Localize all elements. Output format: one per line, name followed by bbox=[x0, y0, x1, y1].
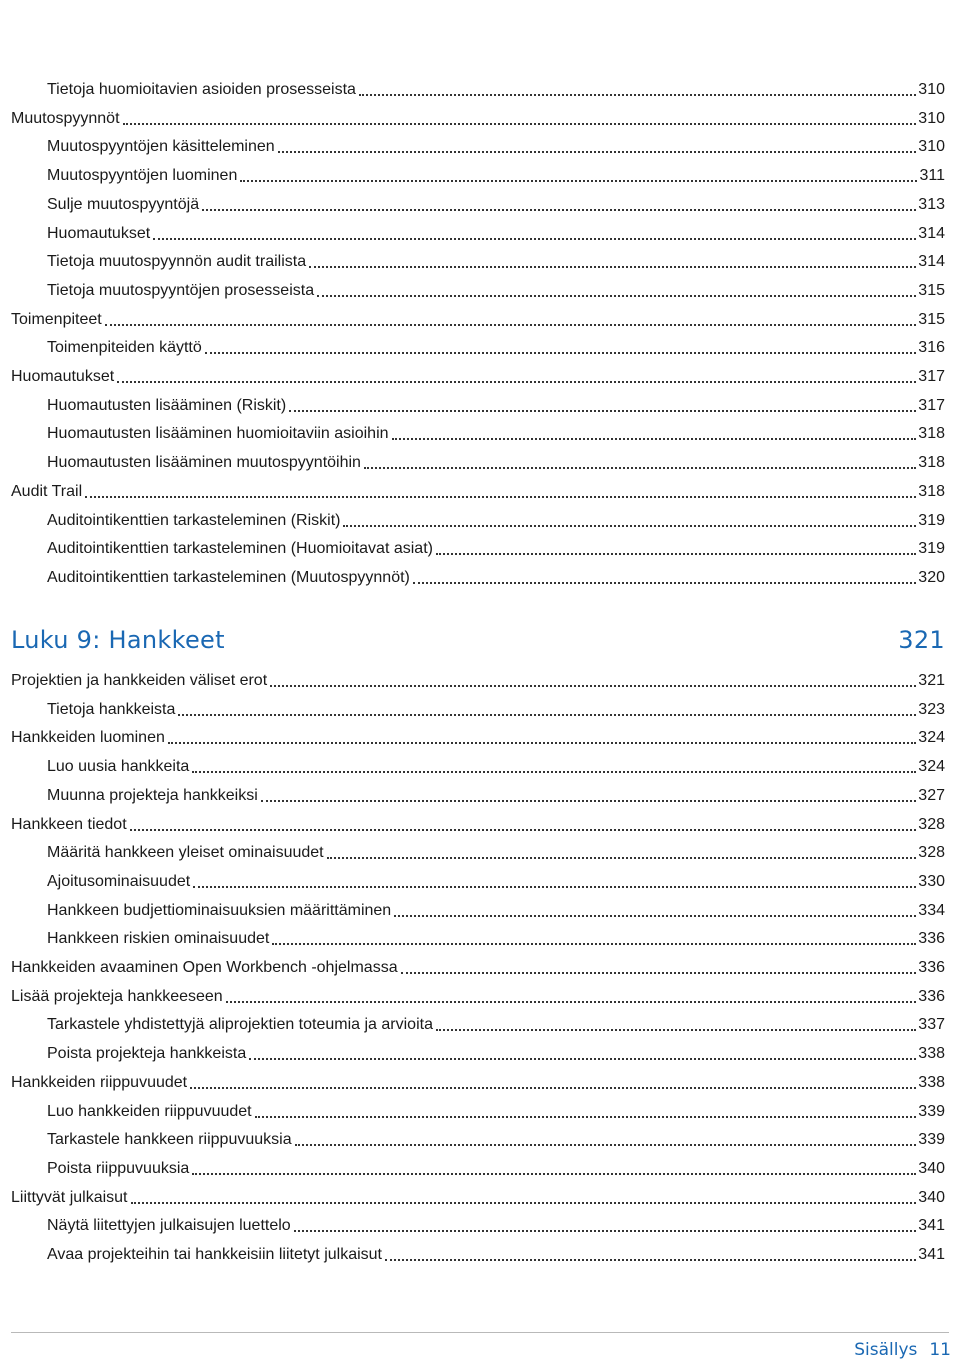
toc-dot-leader bbox=[295, 1144, 917, 1146]
toc-entry-title: Luo hankkeiden riippuvuudet bbox=[47, 1102, 252, 1120]
toc-entry-title: Poista projekteja hankkeista bbox=[47, 1045, 247, 1063]
toc-entry[interactable] bbox=[47, 165, 945, 187]
toc-entry[interactable] bbox=[11, 366, 945, 388]
toc-entry-title: Hankkeiden riippuvuudet bbox=[11, 1073, 188, 1091]
toc-dot-leader bbox=[392, 438, 917, 440]
toc-entry[interactable] bbox=[47, 136, 945, 158]
toc-entry-title: Muutospyynnöt bbox=[11, 109, 120, 127]
toc-entry-title: Hankkeen tiedot bbox=[11, 815, 127, 833]
toc-dot-leader bbox=[385, 1259, 916, 1261]
toc-entry-page-number: 339 bbox=[918, 1102, 945, 1120]
toc-entry[interactable] bbox=[11, 1072, 945, 1094]
toc-entry[interactable] bbox=[47, 1244, 945, 1266]
toc-entry-page-number: 340 bbox=[918, 1159, 945, 1177]
toc-entry-page-number: 324 bbox=[918, 729, 945, 747]
toc-entry-title: Auditointikenttien tarkasteleminen (Huomioitavat asiat) bbox=[47, 540, 433, 558]
toc-dot-leader bbox=[130, 829, 917, 831]
toc-entry-page-number: 314 bbox=[918, 224, 945, 242]
toc-entry[interactable] bbox=[47, 699, 945, 721]
toc-entry-title: Lisää projekteja hankkeeseen bbox=[11, 987, 223, 1005]
toc-dot-leader bbox=[413, 582, 916, 584]
toc-entry-page-number: 317 bbox=[918, 368, 945, 385]
toc-entry[interactable] bbox=[47, 1043, 945, 1065]
toc-entry-page-number: 316 bbox=[918, 339, 945, 357]
toc-entry-page-number: 315 bbox=[918, 281, 945, 299]
chapter-heading[interactable] bbox=[11, 624, 945, 656]
toc-entry-title: Määritä hankkeen yleiset ominaisuudet bbox=[47, 844, 324, 862]
toc-entry-title: Huomautusten lisääminen huomioitaviin asioihin bbox=[47, 425, 389, 443]
toc-entry-page-number: 310 bbox=[918, 138, 945, 156]
toc-dot-leader bbox=[192, 1173, 916, 1175]
toc-entry[interactable] bbox=[11, 670, 945, 692]
toc-entry-title: Hankkeen riskien ominaisuudet bbox=[47, 930, 270, 948]
toc-dot-leader bbox=[85, 496, 916, 498]
toc-dot-leader bbox=[309, 266, 916, 268]
toc-dot-leader bbox=[131, 1202, 917, 1204]
toc-entry-title: Toimenpiteiden käyttö bbox=[47, 339, 202, 357]
toc-entry[interactable] bbox=[11, 108, 945, 130]
toc-entry[interactable] bbox=[47, 900, 945, 922]
toc-entry-title: Avaa projekteihin tai hankkeisiin liitetyt julkaisut bbox=[47, 1246, 382, 1263]
toc-dot-leader bbox=[153, 238, 916, 240]
toc-entry-page-number: 313 bbox=[918, 195, 945, 213]
toc-entry-page-number: 323 bbox=[918, 700, 945, 718]
toc-dot-leader bbox=[261, 800, 917, 802]
toc-entry-title: Huomautusten lisääminen (Riskit) bbox=[47, 396, 287, 414]
toc-entry-title: Liittyvät julkaisut bbox=[11, 1188, 128, 1206]
toc-entry-page-number: 339 bbox=[918, 1131, 945, 1149]
toc-entry[interactable] bbox=[47, 928, 945, 950]
toc-dot-leader bbox=[249, 1058, 916, 1060]
toc-entry[interactable] bbox=[11, 481, 945, 503]
toc-dot-leader bbox=[240, 180, 917, 182]
page-footer bbox=[854, 1338, 951, 1362]
toc-entry-title: Tarkastele hankkeen riippuvuuksia bbox=[47, 1131, 292, 1149]
toc-entry[interactable] bbox=[47, 452, 945, 474]
toc-entry-page-number: 318 bbox=[918, 454, 945, 472]
toc-dot-leader bbox=[327, 857, 917, 859]
footer-divider bbox=[11, 1332, 949, 1333]
toc-entry-title: Hankkeen budjettiominaisuuksien määrittäminen bbox=[47, 901, 392, 919]
toc-entry-page-number: 336 bbox=[918, 987, 945, 1005]
toc-entry-page-number: 314 bbox=[918, 253, 945, 271]
toc-entry-page-number: 311 bbox=[919, 167, 945, 185]
toc-entry[interactable] bbox=[47, 567, 945, 589]
toc-entry-title: Audit Trail bbox=[11, 482, 83, 500]
toc-dot-leader bbox=[117, 381, 916, 383]
toc-entry-title: Hankkeiden luominen bbox=[11, 729, 165, 747]
toc-entry-title: Auditointikenttien tarkasteleminen (Muutospyynnöt) bbox=[47, 568, 410, 586]
toc-dot-leader bbox=[364, 467, 916, 469]
toc-entry-page-number: 310 bbox=[918, 81, 945, 98]
toc-dot-leader bbox=[190, 1087, 916, 1089]
toc-entry-title: Poista riippuvuuksia bbox=[47, 1159, 190, 1177]
toc-dot-leader bbox=[317, 295, 916, 297]
toc-entry-title: Luo uusia hankkeita bbox=[47, 758, 190, 776]
toc-entry[interactable] bbox=[11, 814, 945, 836]
toc-entry-page-number: 341 bbox=[918, 1217, 945, 1235]
toc-dot-leader bbox=[401, 972, 917, 974]
toc-entry-page-number: 318 bbox=[918, 425, 945, 443]
footer-page-number: 11 bbox=[929, 1340, 951, 1360]
toc-entry-title: Ajoitusominaisuudet bbox=[47, 872, 191, 890]
toc-dot-leader bbox=[359, 94, 916, 96]
toc-entry[interactable] bbox=[47, 251, 945, 273]
footer-section-label: Sisällys bbox=[854, 1340, 918, 1360]
toc-dot-leader bbox=[205, 352, 917, 354]
toc-dot-leader bbox=[294, 1230, 917, 1232]
toc-dot-leader bbox=[272, 943, 916, 945]
toc-entry-page-number: 324 bbox=[918, 758, 945, 776]
toc-entry-title: Huomautusten lisääminen muutospyyntöihin bbox=[47, 454, 361, 472]
toc-entry[interactable] bbox=[47, 538, 945, 560]
toc-entry[interactable] bbox=[11, 309, 945, 331]
toc-entry-page-number: 340 bbox=[918, 1188, 945, 1206]
chapter-title: Luku 9: Hankkeet bbox=[11, 626, 225, 654]
toc-entry-title: Muutospyyntöjen käsitteleminen bbox=[47, 138, 275, 156]
toc-dot-leader bbox=[270, 685, 916, 687]
toc-entry-title: Muutospyyntöjen luominen bbox=[47, 167, 238, 185]
toc-entry[interactable] bbox=[47, 79, 945, 101]
toc-entry-page-number: 327 bbox=[918, 786, 945, 804]
toc-entry-page-number: 320 bbox=[918, 568, 945, 586]
toc-entry[interactable] bbox=[47, 1158, 945, 1180]
toc-entry-page-number: 310 bbox=[918, 109, 945, 127]
toc-entry-title: Tarkastele yhdistettyjä aliprojektien toteumia ja arvioita bbox=[47, 1016, 433, 1034]
toc-entry[interactable] bbox=[11, 957, 945, 979]
toc-entry-title: Auditointikenttien tarkasteleminen (Riskit) bbox=[47, 511, 341, 529]
toc-entry-page-number: 336 bbox=[918, 959, 945, 976]
toc-dot-leader bbox=[193, 886, 916, 888]
toc-entry[interactable] bbox=[47, 423, 945, 445]
toc-entry-page-number: 337 bbox=[918, 1016, 945, 1034]
toc-entry-page-number: 321 bbox=[918, 672, 945, 689]
toc-dot-leader bbox=[278, 151, 917, 153]
toc-entry[interactable] bbox=[47, 1129, 945, 1151]
toc-dot-leader bbox=[178, 714, 916, 716]
toc-entry-page-number: 315 bbox=[918, 310, 945, 328]
toc-entry-page-number: 334 bbox=[918, 901, 945, 919]
toc-dot-leader bbox=[202, 209, 916, 211]
toc-entry-title: Näytä liitettyjen julkaisujen luettelo bbox=[47, 1217, 291, 1235]
toc-dot-leader bbox=[226, 1001, 917, 1003]
toc-dot-leader bbox=[436, 553, 916, 555]
toc-entry[interactable] bbox=[47, 785, 945, 807]
toc-entry[interactable] bbox=[11, 986, 945, 1008]
toc-entry[interactable] bbox=[47, 842, 945, 864]
toc-entry[interactable] bbox=[47, 337, 945, 359]
toc-entry-title: Tietoja muutospyyntöjen prosesseista bbox=[47, 281, 315, 299]
toc-entry-title: Tietoja muutospyynnön audit trailista bbox=[47, 253, 307, 271]
toc-entry-page-number: 317 bbox=[918, 396, 945, 414]
toc-entry-title: Muunna projekteja hankkeiksi bbox=[47, 786, 258, 804]
toc-dot-leader bbox=[105, 324, 917, 326]
toc-entry[interactable] bbox=[47, 756, 945, 778]
toc-dot-leader bbox=[255, 1116, 917, 1118]
toc-dot-leader bbox=[192, 771, 916, 773]
toc-dot-leader bbox=[289, 410, 916, 412]
toc-entry-title: Tietoja hankkeista bbox=[47, 700, 176, 718]
toc-dot-leader bbox=[168, 742, 916, 744]
toc-entry-page-number: 338 bbox=[918, 1073, 945, 1091]
toc-entry-page-number: 319 bbox=[918, 511, 945, 529]
toc-entry-title: Toimenpiteet bbox=[11, 310, 102, 328]
toc-entry[interactable] bbox=[47, 1014, 945, 1036]
toc-entry-page-number: 336 bbox=[918, 930, 945, 948]
toc-entry[interactable] bbox=[47, 1101, 945, 1123]
toc-dot-leader bbox=[394, 915, 916, 917]
toc-entry[interactable] bbox=[47, 280, 945, 302]
toc-dot-leader bbox=[343, 525, 916, 527]
toc-entry-page-number: 328 bbox=[918, 815, 945, 833]
toc-entry-page-number: 338 bbox=[918, 1045, 945, 1063]
toc-entry-page-number: 328 bbox=[918, 844, 945, 862]
chapter-page-number: 321 bbox=[898, 626, 945, 654]
toc-entry-page-number: 341 bbox=[918, 1246, 945, 1263]
toc-dot-leader bbox=[123, 123, 917, 125]
toc-entry-title: Sulje muutospyyntöjä bbox=[47, 195, 200, 213]
toc-entry-title: Huomautukset bbox=[11, 368, 115, 385]
toc-entry[interactable] bbox=[47, 395, 945, 417]
toc-entry-title: Huomautukset bbox=[47, 224, 151, 242]
toc-entry[interactable] bbox=[47, 194, 945, 216]
toc-entry-page-number: 318 bbox=[918, 482, 945, 500]
toc-entry-title: Tietoja huomioitavien asioiden prosesseista bbox=[47, 81, 356, 98]
toc-entry-page-number: 330 bbox=[918, 872, 945, 890]
toc-entry[interactable] bbox=[47, 1215, 945, 1237]
toc-entry[interactable] bbox=[11, 727, 945, 749]
toc-entry-title: Projektien ja hankkeiden väliset erot bbox=[11, 672, 268, 689]
toc-entry[interactable] bbox=[11, 1187, 945, 1209]
toc-entry-page-number: 319 bbox=[918, 540, 945, 558]
toc-entry[interactable] bbox=[47, 871, 945, 893]
toc-entry[interactable] bbox=[47, 223, 945, 245]
toc-entry[interactable] bbox=[47, 510, 945, 532]
toc-dot-leader bbox=[436, 1029, 916, 1031]
toc-entry-title: Hankkeiden avaaminen Open Workbench -ohjelmassa bbox=[11, 959, 398, 976]
